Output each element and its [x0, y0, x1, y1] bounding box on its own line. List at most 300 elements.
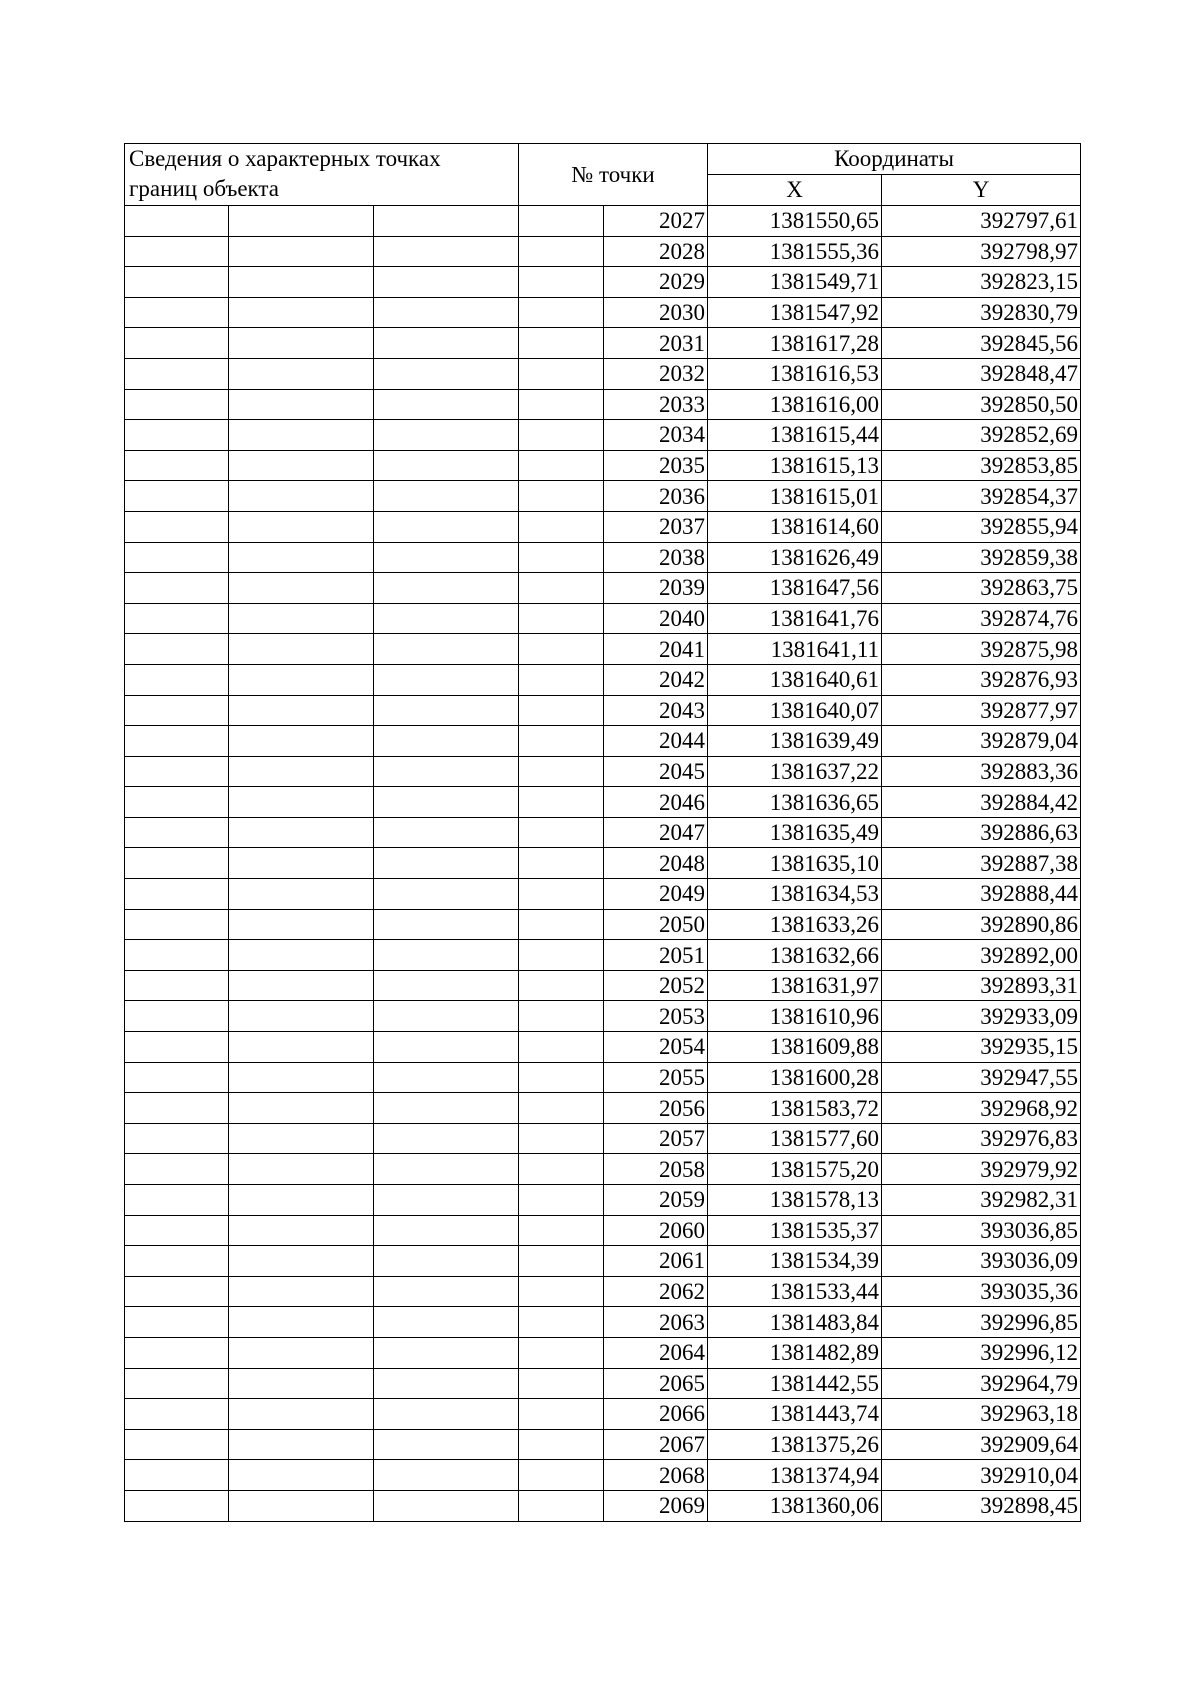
empty-cell — [519, 909, 604, 940]
x-coordinate-cell: 1381374,94 — [708, 1460, 882, 1491]
x-coordinate-cell: 1381577,60 — [708, 1123, 882, 1154]
table-row — [125, 1093, 1081, 1124]
point-number-cell: 2049 — [604, 879, 708, 910]
empty-cell — [519, 328, 604, 359]
table-row — [125, 573, 1081, 604]
empty-cell — [519, 1399, 604, 1430]
empty-cell — [125, 420, 229, 451]
empty-cell — [125, 787, 229, 818]
table-row — [125, 328, 1081, 359]
point-number-cell: 2041 — [604, 634, 708, 665]
y-coordinate-cell: 393036,85 — [882, 1215, 1081, 1246]
point-number-cell: 2032 — [604, 358, 708, 389]
x-coordinate-cell: 1381616,53 — [708, 358, 882, 389]
empty-cell — [229, 267, 374, 298]
empty-cell — [519, 1246, 604, 1277]
table-row — [125, 603, 1081, 634]
empty-cell — [125, 1185, 229, 1216]
y-coordinate-cell: 392963,18 — [882, 1399, 1081, 1430]
point-number-header: № точки — [519, 144, 708, 206]
table-row — [125, 1154, 1081, 1185]
point-number-cell: 2059 — [604, 1185, 708, 1216]
empty-cell — [374, 1429, 519, 1460]
empty-cell — [519, 726, 604, 757]
empty-cell — [519, 1429, 604, 1460]
table-row — [125, 879, 1081, 910]
x-coordinate-cell: 1381443,74 — [708, 1399, 882, 1430]
empty-cell — [374, 909, 519, 940]
empty-cell — [125, 817, 229, 848]
empty-cell — [229, 1032, 374, 1063]
y-coordinate-cell: 392852,69 — [882, 420, 1081, 451]
empty-cell — [229, 1368, 374, 1399]
empty-cell — [125, 1368, 229, 1399]
empty-cell — [229, 1001, 374, 1032]
empty-cell — [125, 1062, 229, 1093]
empty-cell — [229, 1399, 374, 1430]
empty-cell — [125, 1154, 229, 1185]
y-coordinate-cell: 392933,09 — [882, 1001, 1081, 1032]
x-coordinate-cell: 1381634,53 — [708, 879, 882, 910]
y-coordinate-cell: 392968,92 — [882, 1093, 1081, 1124]
point-number-cell: 2048 — [604, 848, 708, 879]
empty-cell — [125, 664, 229, 695]
empty-cell — [229, 1460, 374, 1491]
empty-cell — [519, 1460, 604, 1491]
y-coordinate-cell: 392859,38 — [882, 542, 1081, 573]
empty-cell — [374, 1368, 519, 1399]
empty-cell — [229, 695, 374, 726]
empty-cell — [125, 1246, 229, 1277]
empty-cell — [374, 1185, 519, 1216]
empty-cell — [229, 542, 374, 573]
table-row — [125, 236, 1081, 267]
point-number-cell: 2050 — [604, 909, 708, 940]
empty-cell — [374, 787, 519, 818]
empty-cell — [229, 817, 374, 848]
x-coordinate-cell: 1381637,22 — [708, 756, 882, 787]
table-row — [125, 1032, 1081, 1063]
point-number-cell: 2042 — [604, 664, 708, 695]
empty-cell — [374, 664, 519, 695]
x-coordinate-cell: 1381647,56 — [708, 573, 882, 604]
empty-cell — [374, 1399, 519, 1430]
empty-cell — [374, 511, 519, 542]
empty-cell — [125, 542, 229, 573]
point-number-cell: 2069 — [604, 1490, 708, 1521]
empty-cell — [229, 1185, 374, 1216]
x-coordinate-cell: 1381639,49 — [708, 726, 882, 757]
x-coordinate-cell: 1381640,07 — [708, 695, 882, 726]
table-row — [125, 1001, 1081, 1032]
point-number-cell: 2028 — [604, 236, 708, 267]
y-coordinate-cell: 392845,56 — [882, 328, 1081, 359]
empty-cell — [519, 787, 604, 818]
empty-cell — [374, 573, 519, 604]
empty-cell — [519, 206, 604, 237]
empty-cell — [519, 1032, 604, 1063]
y-coordinate-cell: 392863,75 — [882, 573, 1081, 604]
empty-cell — [374, 1276, 519, 1307]
point-number-cell: 2040 — [604, 603, 708, 634]
y-coordinate-cell: 392947,55 — [882, 1062, 1081, 1093]
x-coordinate-cell: 1381535,37 — [708, 1215, 882, 1246]
empty-cell — [125, 481, 229, 512]
point-number-cell: 2053 — [604, 1001, 708, 1032]
empty-cell — [125, 1399, 229, 1430]
empty-cell — [125, 1490, 229, 1521]
empty-cell — [519, 603, 604, 634]
table-row — [125, 1215, 1081, 1246]
x-coordinate-cell: 1381636,65 — [708, 787, 882, 818]
table-row — [125, 389, 1081, 420]
empty-cell — [229, 389, 374, 420]
x-coordinate-cell: 1381442,55 — [708, 1368, 882, 1399]
empty-cell — [519, 267, 604, 298]
empty-cell — [125, 970, 229, 1001]
point-number-cell: 2035 — [604, 450, 708, 481]
empty-cell — [519, 848, 604, 879]
empty-cell — [229, 358, 374, 389]
empty-cell — [374, 542, 519, 573]
empty-cell — [229, 726, 374, 757]
empty-cell — [125, 358, 229, 389]
empty-cell — [519, 940, 604, 971]
empty-cell — [519, 511, 604, 542]
table-row — [125, 1246, 1081, 1277]
y-coordinate-cell: 392879,04 — [882, 726, 1081, 757]
empty-cell — [519, 1123, 604, 1154]
table-row — [125, 267, 1081, 298]
empty-cell — [229, 1429, 374, 1460]
point-number-cell: 2043 — [604, 695, 708, 726]
x-coordinate-cell: 1381616,00 — [708, 389, 882, 420]
empty-cell — [374, 297, 519, 328]
empty-cell — [519, 817, 604, 848]
empty-cell — [374, 634, 519, 665]
empty-cell — [125, 1337, 229, 1368]
point-number-cell: 2027 — [604, 206, 708, 237]
empty-cell — [125, 450, 229, 481]
empty-cell — [374, 1154, 519, 1185]
empty-cell — [519, 573, 604, 604]
point-number-cell: 2046 — [604, 787, 708, 818]
table-row — [125, 206, 1081, 237]
empty-cell — [229, 940, 374, 971]
y-coordinate-cell: 392848,47 — [882, 358, 1081, 389]
empty-cell — [229, 1276, 374, 1307]
table-row — [125, 756, 1081, 787]
x-coordinate-cell: 1381640,61 — [708, 664, 882, 695]
y-coordinate-cell: 392996,12 — [882, 1337, 1081, 1368]
table-row — [125, 297, 1081, 328]
y-coordinate-cell: 392888,44 — [882, 879, 1081, 910]
empty-cell — [229, 879, 374, 910]
x-coordinate-cell: 1381550,65 — [708, 206, 882, 237]
empty-cell — [519, 1154, 604, 1185]
empty-cell — [229, 236, 374, 267]
y-coordinate-cell: 393035,36 — [882, 1276, 1081, 1307]
x-coordinate-cell: 1381615,13 — [708, 450, 882, 481]
point-number-cell: 2044 — [604, 726, 708, 757]
point-number-cell: 2062 — [604, 1276, 708, 1307]
point-number-cell: 2058 — [604, 1154, 708, 1185]
object-boundary-title: Сведения о характерных точках границ объекта — [125, 144, 519, 206]
empty-cell — [519, 389, 604, 420]
y-coordinate-cell: 392898,45 — [882, 1490, 1081, 1521]
x-coordinate-cell: 1381641,76 — [708, 603, 882, 634]
empty-cell — [374, 1337, 519, 1368]
empty-cell — [519, 634, 604, 665]
empty-cell — [125, 573, 229, 604]
point-number-cell: 2068 — [604, 1460, 708, 1491]
empty-cell — [229, 1215, 374, 1246]
table-row — [125, 726, 1081, 757]
coordinates-sheet — [124, 143, 1081, 1522]
y-coordinate-cell: 392935,15 — [882, 1032, 1081, 1063]
x-coordinate-cell: 1381635,10 — [708, 848, 882, 879]
empty-cell — [125, 695, 229, 726]
point-number-cell: 2052 — [604, 970, 708, 1001]
point-number-cell: 2066 — [604, 1399, 708, 1430]
coordinates-header: Координаты — [708, 144, 1081, 175]
y-coordinate-cell: 392996,85 — [882, 1307, 1081, 1338]
empty-cell — [374, 879, 519, 910]
point-number-cell: 2055 — [604, 1062, 708, 1093]
empty-cell — [374, 1246, 519, 1277]
point-number-cell: 2060 — [604, 1215, 708, 1246]
point-number-cell: 2033 — [604, 389, 708, 420]
y-coordinate-cell: 392982,31 — [882, 1185, 1081, 1216]
table-row — [125, 1185, 1081, 1216]
empty-cell — [519, 1337, 604, 1368]
point-number-cell: 2067 — [604, 1429, 708, 1460]
point-number-cell: 2047 — [604, 817, 708, 848]
coordinates-table — [124, 143, 1081, 1522]
table-row — [125, 1307, 1081, 1338]
empty-cell — [229, 1490, 374, 1521]
empty-cell — [125, 909, 229, 940]
empty-cell — [374, 756, 519, 787]
empty-cell — [374, 1215, 519, 1246]
point-number-cell: 2034 — [604, 420, 708, 451]
empty-cell — [374, 358, 519, 389]
empty-cell — [229, 420, 374, 451]
y-coordinate-cell: 392883,36 — [882, 756, 1081, 787]
y-coordinate-cell: 392893,31 — [882, 970, 1081, 1001]
empty-cell — [374, 236, 519, 267]
x-coordinate-cell: 1381610,96 — [708, 1001, 882, 1032]
empty-cell — [374, 726, 519, 757]
x-coordinate-cell: 1381635,49 — [708, 817, 882, 848]
table-row — [125, 848, 1081, 879]
empty-cell — [229, 634, 374, 665]
x-coordinate-cell: 1381483,84 — [708, 1307, 882, 1338]
table-row — [125, 787, 1081, 818]
y-coordinate-cell: 392853,85 — [882, 450, 1081, 481]
y-coordinate-cell: 392964,79 — [882, 1368, 1081, 1399]
empty-cell — [374, 1001, 519, 1032]
point-number-cell: 2051 — [604, 940, 708, 971]
point-number-cell: 2056 — [604, 1093, 708, 1124]
point-number-cell: 2057 — [604, 1123, 708, 1154]
empty-cell — [519, 1185, 604, 1216]
x-column-header: X — [708, 175, 882, 206]
empty-cell — [374, 817, 519, 848]
empty-cell — [374, 603, 519, 634]
y-coordinate-cell: 392884,42 — [882, 787, 1081, 818]
empty-cell — [125, 1032, 229, 1063]
empty-cell — [519, 756, 604, 787]
point-number-cell: 2029 — [604, 267, 708, 298]
empty-cell — [125, 267, 229, 298]
empty-cell — [229, 664, 374, 695]
empty-cell — [125, 1276, 229, 1307]
y-coordinate-cell: 392976,83 — [882, 1123, 1081, 1154]
empty-cell — [125, 1307, 229, 1338]
empty-cell — [374, 848, 519, 879]
x-coordinate-cell: 1381547,92 — [708, 297, 882, 328]
empty-cell — [374, 1490, 519, 1521]
table-row — [125, 358, 1081, 389]
table-row — [125, 1460, 1081, 1491]
empty-cell — [125, 1429, 229, 1460]
empty-cell — [374, 206, 519, 237]
empty-cell — [374, 389, 519, 420]
empty-cell — [125, 1001, 229, 1032]
table-row — [125, 450, 1081, 481]
empty-cell — [519, 1062, 604, 1093]
y-coordinate-cell: 392850,50 — [882, 389, 1081, 420]
x-coordinate-cell: 1381555,36 — [708, 236, 882, 267]
empty-cell — [374, 1032, 519, 1063]
empty-cell — [125, 1123, 229, 1154]
x-coordinate-cell: 1381600,28 — [708, 1062, 882, 1093]
table-row — [125, 909, 1081, 940]
point-number-cell: 2064 — [604, 1337, 708, 1368]
empty-cell — [125, 511, 229, 542]
empty-cell — [125, 879, 229, 910]
empty-cell — [229, 848, 374, 879]
empty-cell — [519, 297, 604, 328]
table-row — [125, 1490, 1081, 1521]
empty-cell — [125, 206, 229, 237]
table-row — [125, 1123, 1081, 1154]
y-coordinate-cell: 392910,04 — [882, 1460, 1081, 1491]
table-row — [125, 940, 1081, 971]
empty-cell — [374, 695, 519, 726]
empty-cell — [229, 909, 374, 940]
empty-cell — [125, 1093, 229, 1124]
empty-cell — [519, 695, 604, 726]
empty-cell — [519, 1001, 604, 1032]
empty-cell — [229, 603, 374, 634]
empty-cell — [229, 756, 374, 787]
point-number-cell: 2039 — [604, 573, 708, 604]
empty-cell — [229, 206, 374, 237]
table-row — [125, 1276, 1081, 1307]
y-coordinate-cell: 392875,98 — [882, 634, 1081, 665]
table-row — [125, 664, 1081, 695]
point-number-cell: 2045 — [604, 756, 708, 787]
empty-cell — [374, 1460, 519, 1491]
empty-cell — [374, 1062, 519, 1093]
empty-cell — [229, 297, 374, 328]
empty-cell — [374, 481, 519, 512]
empty-cell — [125, 726, 229, 757]
point-number-cell: 2030 — [604, 297, 708, 328]
empty-cell — [229, 511, 374, 542]
empty-cell — [519, 1490, 604, 1521]
x-coordinate-cell: 1381578,13 — [708, 1185, 882, 1216]
x-coordinate-cell: 1381614,60 — [708, 511, 882, 542]
empty-cell — [374, 328, 519, 359]
empty-cell — [125, 1215, 229, 1246]
empty-cell — [229, 450, 374, 481]
empty-cell — [519, 970, 604, 1001]
y-coordinate-cell: 393036,09 — [882, 1246, 1081, 1277]
table-row — [125, 1399, 1081, 1430]
x-coordinate-cell: 1381632,66 — [708, 940, 882, 971]
empty-cell — [519, 542, 604, 573]
empty-cell — [229, 1123, 374, 1154]
empty-cell — [519, 879, 604, 910]
x-coordinate-cell: 1381482,89 — [708, 1337, 882, 1368]
empty-cell — [374, 1307, 519, 1338]
empty-cell — [374, 450, 519, 481]
empty-cell — [229, 1062, 374, 1093]
empty-cell — [229, 573, 374, 604]
point-number-cell: 2036 — [604, 481, 708, 512]
x-coordinate-cell: 1381583,72 — [708, 1093, 882, 1124]
point-number-cell: 2037 — [604, 511, 708, 542]
y-coordinate-cell: 392909,64 — [882, 1429, 1081, 1460]
point-number-cell: 2061 — [604, 1246, 708, 1277]
empty-cell — [229, 1093, 374, 1124]
empty-cell — [374, 1123, 519, 1154]
empty-cell — [374, 267, 519, 298]
empty-cell — [519, 420, 604, 451]
y-coordinate-cell: 392798,97 — [882, 236, 1081, 267]
point-number-cell: 2065 — [604, 1368, 708, 1399]
empty-cell — [229, 328, 374, 359]
empty-cell — [519, 358, 604, 389]
y-coordinate-cell: 392797,61 — [882, 206, 1081, 237]
table-row — [125, 1062, 1081, 1093]
table-row — [125, 420, 1081, 451]
empty-cell — [229, 970, 374, 1001]
table-row — [125, 695, 1081, 726]
empty-cell — [519, 1093, 604, 1124]
point-number-cell: 2054 — [604, 1032, 708, 1063]
empty-cell — [125, 603, 229, 634]
x-coordinate-cell: 1381375,26 — [708, 1429, 882, 1460]
x-coordinate-cell: 1381533,44 — [708, 1276, 882, 1307]
x-coordinate-cell: 1381360,06 — [708, 1490, 882, 1521]
empty-cell — [229, 1337, 374, 1368]
table-row — [125, 817, 1081, 848]
y-coordinate-cell: 392876,93 — [882, 664, 1081, 695]
table-row — [125, 634, 1081, 665]
x-coordinate-cell: 1381641,11 — [708, 634, 882, 665]
table-row — [125, 542, 1081, 573]
y-column-header: Y — [882, 175, 1081, 206]
empty-cell — [229, 1246, 374, 1277]
x-coordinate-cell: 1381631,97 — [708, 970, 882, 1001]
y-coordinate-cell: 392886,63 — [882, 817, 1081, 848]
y-coordinate-cell: 392855,94 — [882, 511, 1081, 542]
y-coordinate-cell: 392854,37 — [882, 481, 1081, 512]
